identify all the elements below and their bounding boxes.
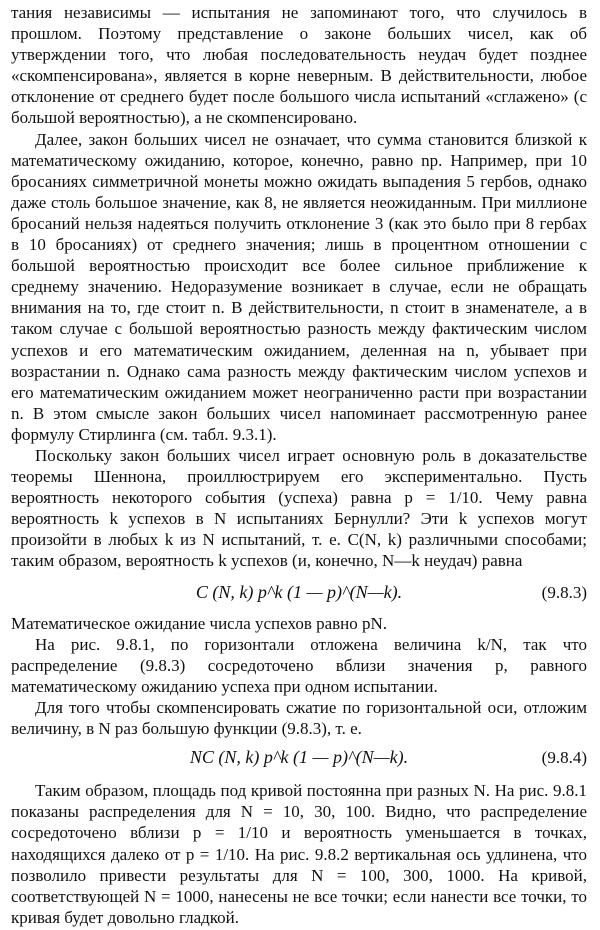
equation-formula: NC (N, k) p^k (1 — p)^(N—k). [189, 747, 409, 768]
paragraph-7: Таким образом, площадь под кривой постоянна при разных N. На рис. 9.8.1 показаны распределения для N = 10, 30, 100. Видно, что распределение сосредоточено вблизи p = 1/10 и вероятность уменьшается в точках, находящихся далеко от p = 1/10. На рис. 9.8.2 вертикальная ось удлинена, что позволило привести результаты для N = 100, 300, 1000. На кривой, соответствующей N = 1000, нанесены не все точки; если нанести все точки, то кривая будет довольно гладкой. [11, 781, 587, 927]
paragraph-6: Для того чтобы скомпенсировать сжатие по горизонтальной оси, отложим величину, в N раз большую функции (9.8.3), т. е. [11, 698, 587, 739]
equation-number: (9.8.3) [541, 582, 587, 602]
paragraph-1: тания независимы — испытания не запоминают того, что случилось в прошлом. Поэтому представление о законе больших чисел, как об утверждении того, что любая последовательность неудач будет позднее «скомпенсирована», является в корне неверным. В действительности, любое отклонение от среднего будет после большого числа испытаний «сглажено» (с большой вероятностью), а не скомпенсировано. [11, 3, 587, 128]
paragraph-4: Математическое ожидание числа успехов равно pN. [11, 613, 388, 633]
paragraph-5: На рис. 9.8.1, по горизонтали отложена величина k/N, так что распределение (9.8.3) сосредоточено вблизи значения p, равного математическому ожиданию успеха при одном испытании. [11, 634, 587, 696]
equation-9-8-3 [11, 582, 587, 603]
equation-formula: C (N, k) p^k (1 — p)^(N—k). [195, 581, 403, 602]
equation-number: (9.8.4) [541, 748, 587, 768]
paragraph-2: Далее, закон больших чисел не означает, что сумма становится близкой к математическому ожиданию, которое, конечно, равно np. Например, при 10 бросаниях симметричной монеты можно ожидать выпадения 5 гербов, однако даже столь большое значение, как 8, не является неожиданным. При миллионе бросаний нельзя надеяться получить отклонение 3 (как это было при 8 гербах в 10 бросаниях) от среднего значения; лишь в процентном отношении с большой вероятностью происходит все более сильное приближение к среднему значению. Недоразумение возникает в случае, если не обращать внимания на то, где стоит n. В действительности, n стоит в знаменателе, а в таком случае с большой вероятностью разность между фактическим числом успехов и его математическим ожиданием, деленная на n, убывает при возрастании n. Однако сама разность между фактическим числом успехов и его математическим ожиданием может неограниченно расти при возрастании n. В этом смысле закон больших чисел напоминает рассмотренную ранее формулу Стирлинга (см. табл. 9.3.1). [11, 129, 587, 444]
equation-9-8-4 [11, 747, 587, 768]
paragraph-3: Поскольку закон больших чисел играет основную роль в доказательстве теоремы Шеннона, проиллюстрируем его экспериментально. Пусть вероятность некоторого события (успеха) равна p = 1/10. Чему равна вероятность k успехов в N испытаниях Бернулли? Эти k успехов могут произойти в любых k из N испытаний, т. е. C(N, k) различными способами; таким образом, вероятность k успехов (и, конечно, N—k неудач) равна [11, 445, 587, 571]
